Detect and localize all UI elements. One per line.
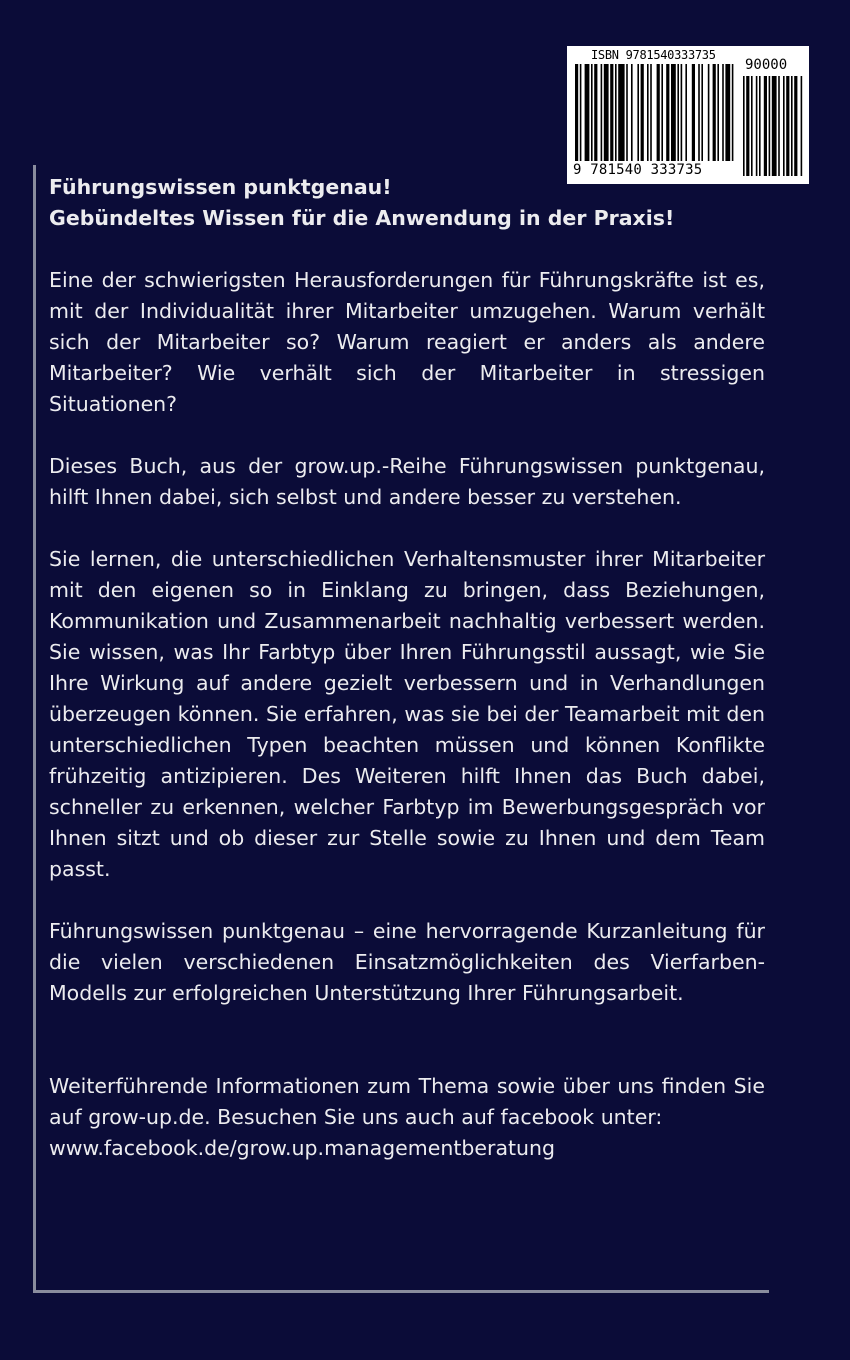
barcode-bar: [717, 64, 719, 161]
barcode-addon-bar: [759, 76, 761, 176]
barcode-bar: [631, 64, 633, 161]
barcode-bar: [618, 64, 624, 161]
barcode-bar: [725, 64, 730, 161]
frame-bottom-line: [33, 1290, 769, 1293]
more-info-text: Weiterführende Informationen zum Thema sowie über uns finden Sie auf grow-up.de. Besuchen Sie uns auch auf facebook unter:: [49, 1074, 765, 1129]
paragraph-more-info: [49, 1071, 765, 1164]
heading-line-2: Gebündeltes Wissen für die Anwendung in der Praxis!: [49, 206, 675, 230]
barcode-addon-bar: [794, 76, 797, 176]
barcode-bar: [580, 64, 582, 161]
barcode-bar: [685, 64, 687, 161]
barcode-addon-bar: [764, 76, 767, 176]
barcode-addon-bar: [772, 76, 777, 176]
barcode-bar: [708, 64, 710, 161]
barcode-bar: [661, 64, 663, 161]
barcode-bar: [585, 64, 590, 161]
barcode-bar: [677, 64, 679, 161]
barcode-bar: [647, 64, 649, 161]
barcode-bar: [594, 64, 597, 161]
heading: [49, 172, 765, 234]
barcode-bar: [591, 64, 593, 161]
barcode-addon-bar: [769, 76, 771, 176]
paragraph-summary: Führungswissen punktgenau – eine hervorragende Kurzanleitung für die vielen verschiedenen Einsatzmöglichkeiten des Vierfarben-Modells zur erfolgreichen Unterstützung Ihrer Führungsarbeit.: [49, 919, 765, 1005]
barcode-addon-bar: [801, 76, 803, 176]
barcode-bar: [681, 64, 683, 161]
barcode-bar: [650, 64, 652, 161]
barcode-bar: [601, 64, 603, 161]
barcode-addon-bar: [743, 76, 745, 176]
barcode-bar: [626, 64, 628, 161]
paragraph-book: Dieses Buch, aus der grow.up.-Reihe Führungswissen punktgenau, hilft Ihnen dabei, sich selbst und andere besser zu verstehen.: [49, 454, 765, 509]
barcode-bar: [701, 64, 703, 161]
heading-line-1: Führungswissen punktgenau!: [49, 175, 392, 199]
isbn-barcode: [567, 46, 809, 184]
barcode-bar: [575, 64, 578, 161]
barcode-addon-bar: [746, 76, 749, 176]
ean-digits: 9 781540 333735: [573, 162, 703, 178]
barcode-bar: [637, 64, 639, 161]
paragraph-intro: Eine der schwierigsten Herausforderungen für Führungskräfte ist es, mit der Individualität ihrer Mitarbeiter umzugehen. Warum verhält sich der Mitarbeiter so? Warum reagiert er anders als andere Mitarbeiter? Wie verhält sich der Mitarbeiter in stressigen Situationen?: [49, 268, 765, 416]
barcode-bar: [732, 64, 734, 161]
barcode-bar: [615, 64, 617, 161]
barcode-addon-bar: [791, 76, 793, 176]
barcode-bar: [657, 64, 660, 161]
barcode-addon-bar: [751, 76, 753, 176]
blurb-text: [49, 172, 765, 1164]
barcode-bar: [671, 64, 676, 161]
barcode-addon-bar: [783, 76, 785, 176]
barcode-bar: [666, 64, 669, 161]
barcode-addon-bar: [786, 76, 789, 176]
frame-left-line: [33, 165, 36, 1293]
barcode-bar: [610, 64, 613, 161]
barcode-bar: [698, 64, 700, 161]
barcode-bar: [722, 64, 724, 161]
price-code: 90000: [745, 57, 788, 73]
barcode-bar: [713, 64, 716, 161]
barcode-bar: [641, 64, 644, 161]
barcode-bar: [692, 64, 695, 161]
facebook-url: www.facebook.de/grow.up.managementberatung: [49, 1136, 556, 1160]
isbn-label: ISBN 9781540333735: [591, 48, 716, 62]
paragraph-benefits: Sie lernen, die unterschiedlichen Verhaltensmuster ihrer Mitarbeiter mit den eigenen so in Einklang zu bringen, dass Beziehungen, Kommunikation und Zusammenarbeit nachhaltig verbessert werden. Sie wissen, was Ihr Farbtyp über Ihren Führungsstil aussagt, wie Sie Ihre Wirkung auf andere gezielt verbessern und in Verhandlungen überzeugen können. Sie erfahren, was sie bei der Teamarbeit mit den unterschiedlichen Typen beachten müssen und können Konflikte frühzeitig antizipieren. Des Weiteren hilft Ihnen das Buch dabei, schneller zu erkennen, welcher Farbtyp im Bewerbungsgespräch vor Ihnen sitzt und ob dieser zur Stelle sowie zu Ihnen und dem Team passt.: [49, 547, 765, 881]
barcode-addon-bar: [778, 76, 780, 176]
barcode-bar: [604, 64, 609, 161]
barcode-addon-bar: [756, 76, 758, 176]
